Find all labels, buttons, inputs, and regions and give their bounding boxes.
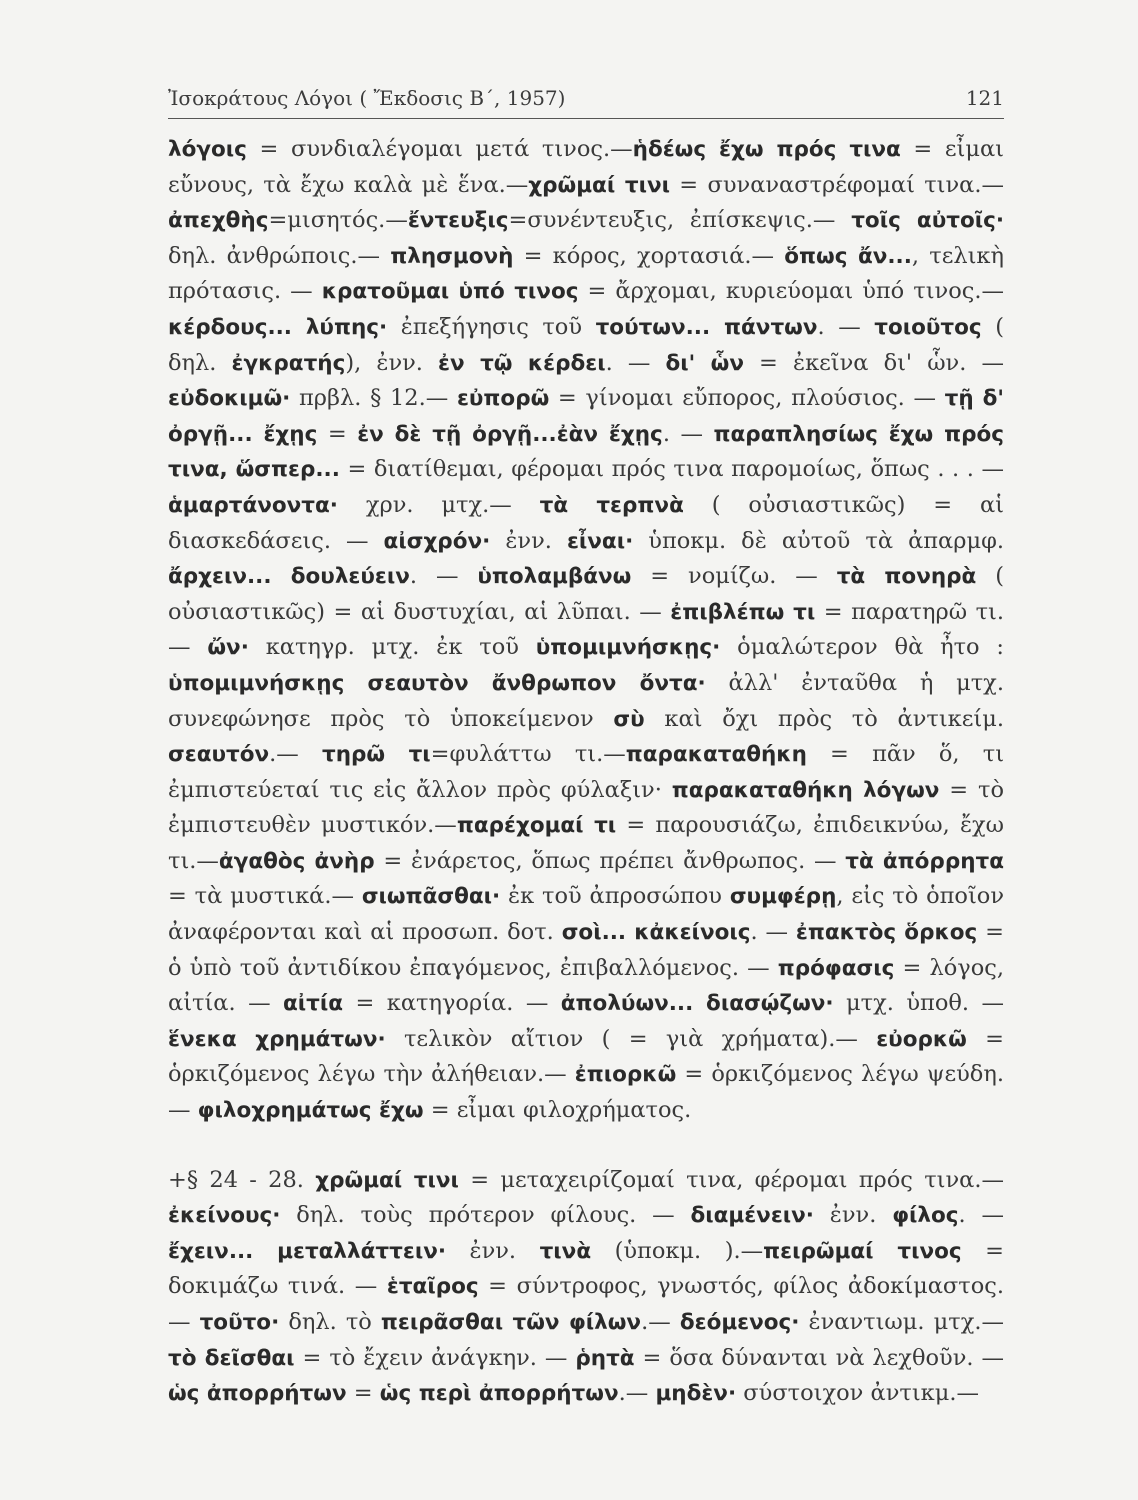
lemma-term: αἰσχρόν· bbox=[383, 528, 491, 554]
gloss-text: = τὰ μυστικά.— bbox=[168, 883, 362, 910]
lemma-term: παρέχομαί τι bbox=[456, 813, 617, 839]
lemma-term: πειρᾶσθαι τῶν φίλων bbox=[380, 1310, 642, 1335]
lemma-term: ἀγαθὸς ἀνὴρ bbox=[218, 848, 375, 874]
gloss-text: σύστοιχον ἀντικμ.— bbox=[736, 1380, 979, 1407]
gloss-text: =φυλάττω τι.— bbox=[430, 741, 626, 768]
gloss-text: = bbox=[317, 420, 358, 447]
commentary-paragraph bbox=[168, 132, 1004, 1129]
gloss-text: ἐναντιωμ. μτχ.— bbox=[799, 1309, 1004, 1335]
lemma-term: εὐορκῶ bbox=[876, 1026, 967, 1052]
lemma-term: ὑπολαμβάνω bbox=[477, 564, 632, 590]
gloss-text: ( οὐσιαστικῶς) = αἱ διασκεδάσεις. — bbox=[168, 491, 1004, 554]
gloss-text: = συναναστρέφομαί τινα.— bbox=[669, 171, 1004, 198]
gloss-text: = σύντροφος, γνωστός, φίλος ἀδοκίμαστος. — bbox=[168, 1273, 1004, 1335]
lemma-term: τηρῶ τι bbox=[321, 742, 431, 768]
running-header bbox=[168, 86, 1004, 110]
lemma-term: πρόφασις bbox=[777, 955, 895, 981]
lemma-term: τοῖς αὐτοῖς· bbox=[851, 208, 1005, 234]
lemma-term: τοιοῦτος bbox=[874, 314, 982, 340]
gloss-text: ἐπεξήγησις τοῦ bbox=[387, 313, 596, 340]
book-title: Ἰσοκράτους Λόγοι ( Ἔκδοσις Β΄, 1957) bbox=[168, 86, 566, 110]
gloss-text: =μισητός.— bbox=[268, 207, 408, 234]
lemma-term: τῇ δ' ὀργῇ... ἔχῃς bbox=[168, 386, 1004, 447]
lemma-term: ἐπιβλέπω τι bbox=[670, 599, 816, 625]
lemma-term: εὐδοκιμῶ· bbox=[168, 386, 291, 412]
gloss-text: = ὁ ὑπὸ τοῦ ἀντιδίκου ἐπαγόμενος, ἐπιβαλλόμενος. — bbox=[168, 919, 1004, 981]
lemma-term: παραπλησίως ἔχω πρός τινα, ὥσπερ... bbox=[168, 421, 1004, 483]
gloss-text: (ὑποκμ. ).— bbox=[591, 1237, 764, 1264]
lemma-term: ἐγκρατής bbox=[231, 350, 346, 376]
lemma-term: φίλος bbox=[892, 1203, 959, 1229]
lemma-term: κέρδους... λύπης· bbox=[168, 314, 388, 340]
lemma-term: παρακαταθήκη λόγων bbox=[671, 777, 940, 803]
gloss-text: = παρουσιάζω, ἐπιδεικνύω, ἔχω τι.— bbox=[168, 812, 1004, 874]
gloss-text: δηλ. ἀνθρώποις.— bbox=[168, 242, 391, 269]
gloss-text: = λόγος, αἰτία. — bbox=[168, 954, 1004, 1017]
lemma-term: ῥητὰ bbox=[575, 1345, 635, 1371]
gloss-text: = τὸ ἔχειν ἀνάγκην. — bbox=[294, 1344, 576, 1371]
gloss-text: . — bbox=[409, 563, 478, 590]
gloss-text: πρβλ. § 12.— bbox=[290, 385, 457, 412]
gloss-text: = εἶμαι φιλοχρήματος. bbox=[423, 1097, 692, 1124]
lemma-term: ἀπεχθὴς bbox=[168, 208, 269, 234]
lemma-term: ἔντευξις bbox=[407, 208, 509, 234]
lemma-term: τινὰ bbox=[539, 1238, 592, 1264]
lemma-term: ἐκείνους· bbox=[168, 1203, 281, 1229]
gloss-text: = ὅσα δύνανται νὰ λεχθοῦν. — bbox=[634, 1344, 1004, 1371]
gloss-text: .— bbox=[641, 1309, 680, 1335]
lemma-term: ἐν τῷ κέρδει bbox=[438, 350, 606, 376]
lemma-term: δι' ὧν bbox=[665, 350, 744, 376]
gloss-text: = ἄρχομαι, κυριεύομαι ὑπό τινος.— bbox=[578, 278, 1004, 305]
lemma-term: φιλοχρημάτως ἔχω bbox=[197, 1098, 424, 1124]
lemma-term: συμφέρῃ bbox=[729, 884, 837, 910]
lemma-term: τὰ πονηρὰ bbox=[836, 564, 977, 590]
lemma-term: δεόμενος· bbox=[679, 1310, 800, 1335]
lemma-term: ἁμαρτάνοντα· bbox=[168, 492, 338, 518]
gloss-text: , εἰς τὸ ὁποῖον ἀναφέρονται καὶ αἱ προσωπ. δοτ. bbox=[168, 883, 1005, 946]
gloss-text: = εἶμαι εὔνους, τὰ ἔχω καλὰ μὲ ἕνα.— bbox=[168, 136, 1004, 198]
lemma-term: ὤν· bbox=[207, 635, 249, 661]
gloss-text: = γίνομαι εὔπορος, πλούσιος. — bbox=[549, 385, 945, 412]
gloss-text: +§ 24 - 28. bbox=[168, 1166, 316, 1193]
gloss-text: δηλ. τοὺς πρότερον φίλους. — bbox=[280, 1202, 691, 1229]
gloss-text: χρν. μτχ.— bbox=[337, 491, 540, 518]
lemma-term: εἶναι· bbox=[566, 528, 634, 554]
gloss-text: ἐνν. bbox=[813, 1202, 893, 1229]
lemma-term: ἔχειν... μεταλλάττειν· bbox=[168, 1238, 447, 1264]
lemma-term: σεαυτόν bbox=[168, 742, 270, 768]
lemma-term: σιωπᾶσθαι· bbox=[361, 884, 501, 910]
lemma-term: εὐπορῶ bbox=[456, 386, 550, 412]
gloss-text: ἀλλ' ἐνταῦθα ἡ μτχ. συνεφώνησε πρὸς τὸ ὑποκείμενον bbox=[168, 669, 1004, 732]
lemma-term: σὺ bbox=[613, 706, 645, 732]
gloss-text: .— bbox=[618, 1380, 656, 1407]
gloss-text: = ὁρκιζόμενος λέγω τὴν ἀλήθειαν.— bbox=[168, 1025, 1004, 1088]
lemma-term: πλησμονὴ bbox=[390, 243, 514, 269]
gloss-text: ( δηλ. bbox=[168, 313, 1004, 376]
lemma-term: ἀπολύων... διασῴζων· bbox=[560, 991, 834, 1017]
gloss-text: ὁμαλώτερον θὰ ἦτο : bbox=[720, 634, 1005, 661]
commentary-text bbox=[168, 132, 1004, 1412]
gloss-text: = νομίζω. — bbox=[631, 563, 837, 590]
lemma-term: ἄρχειν... δουλεύειν bbox=[168, 564, 410, 590]
gloss-text: ἐνν. bbox=[446, 1237, 540, 1264]
gloss-text: , τελικὴ πρότασις. — bbox=[168, 242, 1004, 305]
gloss-text: . — bbox=[605, 349, 666, 376]
lemma-term: ὅπως ἄν... bbox=[784, 243, 912, 269]
lemma-term: ἑταῖρος bbox=[386, 1274, 479, 1300]
gloss-text: . — bbox=[817, 313, 875, 340]
lemma-term: διαμένειν· bbox=[690, 1203, 814, 1229]
lemma-term: τὸ δεῖσθαι bbox=[168, 1345, 295, 1371]
lemma-term: ἡδέως ἔχω πρός τινα bbox=[632, 137, 901, 162]
lemma-term: τοῦτο· bbox=[199, 1310, 280, 1335]
gloss-text: = μεταχειρίζομαί τινα, φέρομαι πρός τινα.— bbox=[458, 1166, 1004, 1193]
lemma-term: κρατοῦμαι ὑπό τινος bbox=[321, 279, 579, 305]
gloss-text: ), ἐνν. bbox=[345, 349, 439, 376]
lemma-term: τὰ ἀπόρρητα bbox=[845, 848, 1005, 874]
gloss-text: τελικὸν αἴτιον ( = γιὰ χρήματα).— bbox=[385, 1025, 877, 1052]
lemma-term: τὰ τερπνὰ bbox=[539, 492, 684, 518]
gloss-text: = τὸ ἐμπιστευθὲν μυστικόν.— bbox=[168, 776, 1004, 839]
gloss-text: ἐνν. bbox=[490, 527, 567, 554]
lemma-term: ἐπιορκῶ bbox=[574, 1062, 677, 1088]
lemma-term: πειρῶμαί τινος bbox=[763, 1238, 962, 1264]
gloss-text: . — bbox=[662, 420, 714, 447]
gloss-text: = κατηγορία. — bbox=[343, 990, 561, 1017]
gloss-text: . — bbox=[750, 919, 796, 946]
commentary-paragraph bbox=[168, 1163, 1004, 1412]
lemma-term: αἰτία bbox=[283, 991, 344, 1017]
gloss-text: δηλ. τὸ bbox=[279, 1309, 381, 1335]
gloss-text: =συνέντευξις, ἐπίσκεψις.— bbox=[508, 207, 852, 234]
gloss-text: . — bbox=[958, 1202, 1004, 1229]
gloss-text: μτχ. ὑποθ. — bbox=[833, 990, 1005, 1017]
lemma-term: ὡς ἀπορρήτων bbox=[168, 1381, 347, 1407]
lemma-term: παρακαταθήκη bbox=[625, 742, 807, 768]
gloss-text: ἐκ τοῦ ἀπροσώπου bbox=[500, 883, 730, 910]
gloss-text: = παρατηρῶ τι. — bbox=[168, 598, 1004, 661]
gloss-text: = ἐκεῖνα δι' ὧν. — bbox=[743, 349, 1004, 376]
lemma-term: ἐπακτὸς ὅρκος bbox=[795, 920, 978, 946]
lemma-term: ὡς περὶ ἀπορρήτων bbox=[379, 1381, 619, 1407]
gloss-text: ὑποκμ. δὲ αὐτοῦ τὰ ἀπαρμφ. bbox=[633, 527, 1004, 554]
lemma-term: τούτων... πάντων bbox=[595, 314, 818, 340]
lemma-term: ἕνεκα χρημάτων· bbox=[168, 1026, 386, 1052]
lemma-term: ὑπομιμνήσκῃς· bbox=[535, 635, 721, 661]
gloss-text: = διατίθεμαι, φέρομαι πρός τινα παρομοίως, ὅπως . . . — bbox=[339, 456, 1004, 483]
lemma-term: χρῶμαί τινι bbox=[315, 1167, 459, 1193]
lemma-term: ἐν δὲ τῇ ὀργῇ...ἐὰν ἔχῃς bbox=[357, 421, 663, 447]
gloss-text: = πᾶν ὅ, τι ἐμπιστεύεταί τις εἰς ἄλλον πρὸς φύλαξιν· bbox=[168, 741, 1005, 803]
gloss-text: = ἐνάρετος, ὅπως πρέπει ἄνθρωπος. — bbox=[374, 847, 846, 874]
gloss-text: .— bbox=[269, 741, 322, 768]
gloss-text: = bbox=[346, 1380, 380, 1407]
gloss-text: καὶ ὄχι πρὸς τὸ ἀντικείμ. bbox=[644, 705, 1004, 732]
lemma-term: μηδὲν· bbox=[655, 1381, 737, 1407]
gloss-text: = ὁρκιζόμενος λέγω ψεύδη.— bbox=[168, 1061, 1004, 1124]
lemma-term: χρῶμαί τινι bbox=[528, 172, 670, 198]
gloss-text: = συνδιαλέγομαι μετά τινος.— bbox=[246, 136, 633, 162]
gloss-text: = δοκιμάζω τινά. — bbox=[168, 1237, 1004, 1300]
gloss-text: ( οὐσιαστικῶς) = αἱ δυστυχίαι, αἱ λῦπαι. — bbox=[168, 563, 1004, 625]
lemma-term: λόγοις bbox=[168, 137, 247, 162]
page-number: 121 bbox=[965, 86, 1004, 110]
gloss-text: κατηγρ. μτχ. ἐκ τοῦ bbox=[248, 634, 536, 661]
lemma-term: ὑπομιμνήσκῃς σεαυτὸν ἄνθρωπον ὄντα· bbox=[168, 670, 706, 696]
lemma-term: σοὶ... κἀκείνοις bbox=[561, 920, 751, 946]
gloss-text: = κόρος, χορτασιά.— bbox=[513, 242, 785, 269]
header-rule bbox=[168, 118, 1004, 119]
